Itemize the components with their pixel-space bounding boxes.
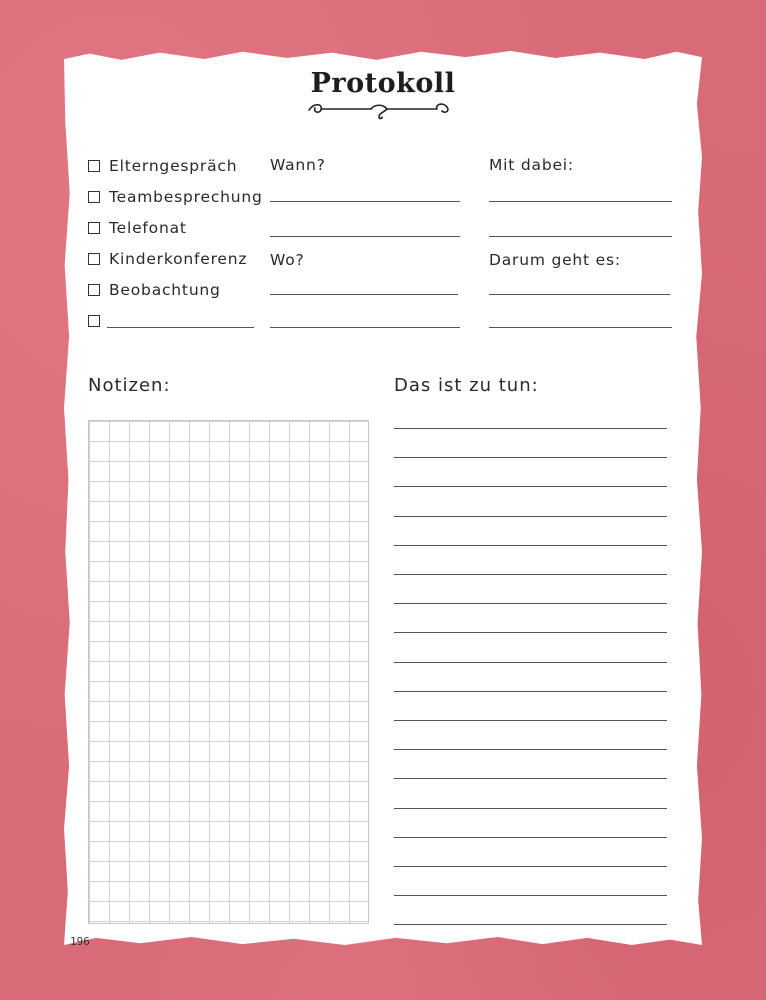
todo-line[interactable] <box>394 837 667 838</box>
topic-line[interactable] <box>489 294 670 295</box>
notes-grid[interactable] <box>88 420 369 924</box>
checkbox[interactable] <box>88 315 100 327</box>
todo-line[interactable] <box>394 720 667 721</box>
checkbox-item[interactable] <box>88 155 237 177</box>
checkbox-label: Kinderkonferenz <box>109 250 248 268</box>
custom-option-line[interactable] <box>107 327 254 328</box>
todo-line[interactable] <box>394 778 667 779</box>
todo-line[interactable] <box>394 662 667 663</box>
topic-label: Darum geht es: <box>489 251 621 269</box>
page-title: Protokoll <box>310 68 456 99</box>
participants-label: Mit dabei: <box>489 156 574 174</box>
todo-line[interactable] <box>394 574 667 575</box>
checkbox-label: Beobachtung <box>109 281 221 299</box>
checkbox-label: Elterngespräch <box>109 157 238 175</box>
checkbox[interactable] <box>88 253 100 265</box>
todo-heading: Das ist zu tun: <box>394 375 539 396</box>
notes-heading: Notizen: <box>88 375 171 396</box>
todo-line[interactable] <box>394 545 667 546</box>
todo-line[interactable] <box>394 866 667 867</box>
checkbox-item[interactable] <box>88 279 221 301</box>
checkbox-label: Telefonat <box>109 219 187 237</box>
checkbox[interactable] <box>88 191 100 203</box>
todo-line[interactable] <box>394 457 667 458</box>
participants-line[interactable] <box>489 236 672 237</box>
where-line[interactable] <box>270 294 458 295</box>
checkbox-item[interactable] <box>88 186 263 208</box>
checkbox[interactable] <box>88 222 100 234</box>
todo-line[interactable] <box>394 516 667 517</box>
topic-line[interactable] <box>489 327 672 328</box>
checkbox-item[interactable] <box>88 248 247 270</box>
flourish-ornament <box>305 98 453 120</box>
todo-line[interactable] <box>394 895 667 896</box>
when-line[interactable] <box>270 236 460 237</box>
participants-line[interactable] <box>489 201 672 202</box>
todo-line[interactable] <box>394 603 667 604</box>
checkbox-item-custom[interactable] <box>88 310 109 332</box>
where-line[interactable] <box>270 327 460 328</box>
where-label: Wo? <box>270 251 305 269</box>
todo-line[interactable] <box>394 691 667 692</box>
todo-line[interactable] <box>394 808 667 809</box>
page-number: 196 <box>70 935 90 948</box>
todo-line[interactable] <box>394 924 667 925</box>
when-label: Wann? <box>270 156 326 174</box>
checkbox-item[interactable] <box>88 217 187 239</box>
todo-line[interactable] <box>394 632 667 633</box>
todo-line[interactable] <box>394 428 667 429</box>
todo-line[interactable] <box>394 486 667 487</box>
checkbox[interactable] <box>88 160 100 172</box>
checkbox-label: Teambesprechung <box>109 188 263 206</box>
checkbox[interactable] <box>88 284 100 296</box>
todo-line[interactable] <box>394 749 667 750</box>
when-line[interactable] <box>270 201 460 202</box>
